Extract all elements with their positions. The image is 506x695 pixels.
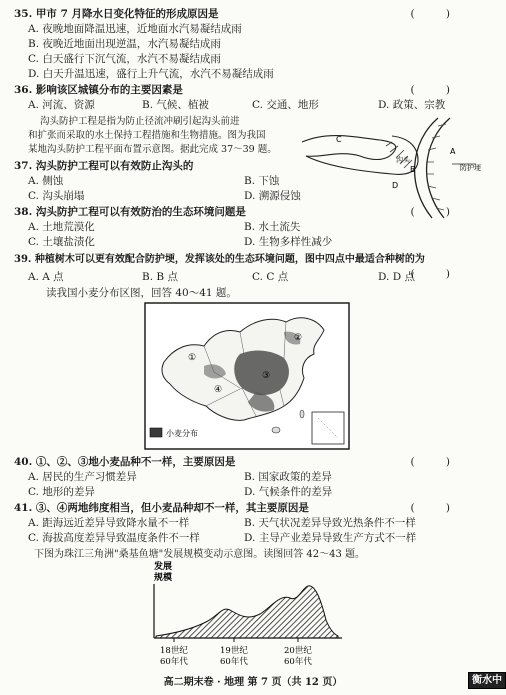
label-d: D [392,181,399,190]
q39-stem: 39. 种植树木可以更有效配合防护埂，发挥该处的生态环境问题，图中四点中最适合种树的为 [14,254,425,265]
q35-option-c: C. 白天盛行下沉气流，水汽不易凝结成雨 [28,53,221,65]
q39-answer-paren: ( ) [410,268,464,280]
intro-42: 下图为珠江三角洲"桑基鱼塘"发展规模变动示意图。读图回答 42～43 题。 [34,549,366,560]
q40-option-a: A. 居民的生产习惯差异 [28,471,137,483]
q39-option-a: A. A 点 [28,271,64,283]
q40-option-c: C. 地形的差异 [28,486,95,498]
q35-option-b: B. 夜晚近地面出现逆温，水汽易凝结成雨 [28,38,221,50]
q35-stem: 35. 甲市 7 月降水日变化特征的形成原因是 [14,8,219,20]
q38-option-b: B. 水土流失 [244,221,301,233]
tick-18c: 18世纪 [160,646,188,656]
q40-option-b: B. 国家政策的差异 [244,471,332,483]
tick-20c-60s: 60年代 [284,657,312,667]
q37-option-c: C. 沟头崩塌 [28,190,85,202]
legend-swatch [150,428,162,437]
q39-option-b: B. B 点 [142,271,178,283]
map-marker-1: ① [188,353,197,363]
q36-option-c: C. 交通、地形 [252,99,319,111]
q41-option-b: B. 天气状况差异导致光热条件不一样 [244,517,416,529]
q38-answer-paren: ( ) [410,206,464,218]
q37-stem: 37. 沟头防护工程可以有效防止沟头的 [14,160,194,172]
q40-option-d: D. 气候条件的差异 [244,486,333,498]
mulberry-fishpond-chart [130,560,350,670]
map-marker-3: ③ [262,371,271,381]
page-footer: 高二期末卷 · 地理 第 7 页（共 12 页） [163,677,343,688]
tick-19c-60s: 60年代 [220,657,248,667]
q36-stem: 36. 影响该区城镇分布的主要因素是 [14,84,183,96]
chart-ylabel-2: 规模 [154,573,173,583]
q39-option-d: D. D 点 [378,271,415,283]
q41-option-a: A. 距海远近差异导致降水量不一样 [28,517,190,529]
q38-option-a: A. 土地荒漠化 [28,221,95,233]
label-c: C [336,135,342,144]
q36-option-a: A. 河流、资源 [28,99,95,111]
chart-ylabel-1: 发展 [154,562,173,572]
china-wheat-map [144,302,350,450]
q40-answer-paren: ( ) [410,456,464,468]
q37-option-a: A. 侧蚀 [28,175,64,187]
label-gully-head: 沟头 [396,156,410,164]
corner-stamp: 衡水中 [468,672,506,689]
map-marker-4: ④ [214,385,223,395]
q38-option-d: D. 生物多样性减少 [244,236,333,248]
legend-label: 小麦分布 [166,429,198,438]
q35-option-a: A. 夜晚地面降温迅速，近地面水汽易凝结成雨 [28,23,242,35]
q35-option-d: D. 白天升温迅速，盛行上升气流，水汽不易凝结成雨 [28,68,274,80]
q37-option-d: D. 溯源侵蚀 [244,190,301,202]
intro-37-line-2: 和扩张而采取的水土保持工程措施和生物措施。图为我国 [28,130,266,141]
intro-37-line-3: 某地沟头防护工程平面布置示意图。据此完成 37～39 题。 [28,144,277,155]
q38-option-c: C. 土壤盐渍化 [28,236,95,248]
q36-answer-paren: ( ) [410,84,464,96]
tick-20c: 20世纪 [284,646,312,656]
q41-stem: 41. ③、④两地纬度相当，但小麦品种却不一样，其主要原因是 [14,502,309,514]
q39-option-c: C. C 点 [252,271,289,283]
q36-option-d: D. 政策、宗教 [378,99,446,111]
intro-40: 读我国小麦分布区图，回答 40～41 题。 [46,287,237,299]
map-marker-2: ② [294,333,303,343]
q37-option-b: B. 下蚀 [244,175,280,187]
q40-stem: 40. ①、②、③地小麦品种不一样，主要原因是 [14,456,236,468]
tick-18c-60s: 60年代 [160,657,188,667]
label-b: B [410,165,416,174]
q41-option-c: C. 海拔高度差异导致温度条件不一样 [28,532,200,544]
q41-answer-paren: ( ) [410,502,464,514]
label-protection-dike: 防护埂 [460,164,481,172]
tick-19c: 19世纪 [220,646,248,656]
label-a: A [450,147,456,156]
q35-answer-paren: ( ) [410,8,464,20]
q38-stem: 38. 沟头防护工程可以有效防治的生态环境问题是 [14,206,246,218]
q36-option-b: B. 气候、植被 [142,99,209,111]
intro-37-line-1: 沟头防护工程是指为防止径流冲刷引起沟头前进 [40,116,240,127]
q41-option-d: D. 主导产业差异导致生产方式不一样 [244,532,417,544]
